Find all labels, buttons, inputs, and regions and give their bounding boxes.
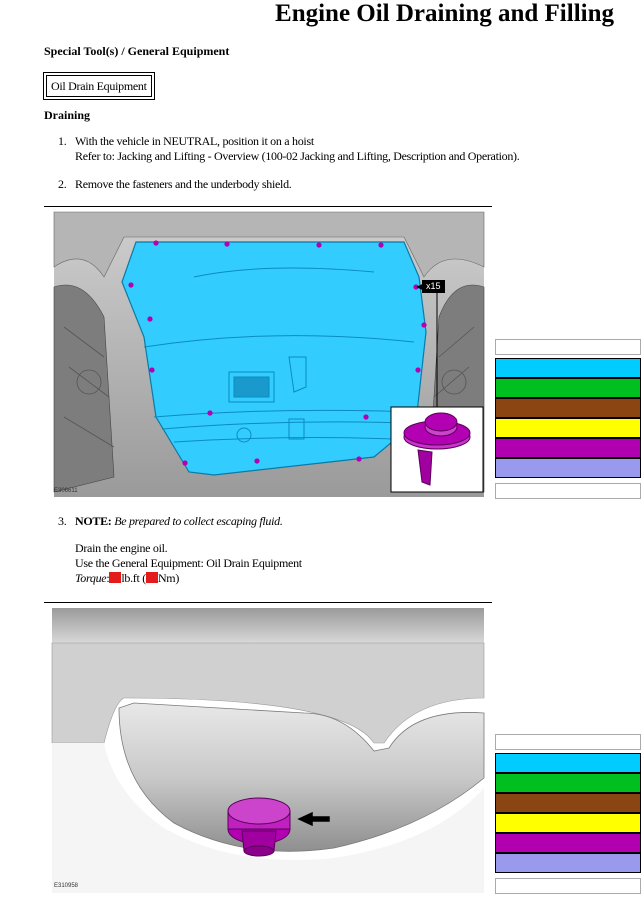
legend-green	[495, 773, 641, 793]
legend-blank	[495, 878, 641, 894]
legend-lavender	[495, 458, 641, 478]
step-text: Remove the fasteners and the underbody shield.	[75, 177, 292, 191]
special-tools-heading: Special Tool(s) / General Equipment	[44, 44, 230, 58]
step-number: 2.	[58, 177, 67, 191]
legend-brown	[495, 793, 641, 813]
legend-green	[495, 378, 641, 398]
figure-underbody-shield	[44, 206, 492, 503]
quantity-callout: x15	[422, 280, 445, 293]
torque-unit-nm: Nm)	[157, 571, 180, 585]
oil-pan-illustration	[44, 603, 492, 899]
draining-heading: Draining	[44, 108, 91, 122]
page-title: Engine Oil Draining and Filling	[275, 0, 614, 27]
underbody-shield-illustration	[44, 207, 492, 503]
tool-item: Oil Drain Equipment	[46, 75, 152, 97]
legend-blank	[495, 339, 641, 355]
note-label: NOTE:	[75, 514, 112, 528]
step-text: Drain the engine oil.	[75, 541, 168, 555]
tool-box	[43, 72, 155, 100]
legend-brown	[495, 398, 641, 418]
figure-id: E306611	[54, 488, 78, 494]
figure-oil-drain-plug	[44, 602, 492, 899]
step-number: 1.	[58, 134, 67, 148]
step-2	[58, 177, 538, 193]
torque-spec: Torque: lb.ft ( Nm)	[75, 571, 180, 585]
note-text: Be prepared to collect escaping fluid.	[114, 514, 283, 528]
legend-purple	[495, 438, 641, 458]
legend-blank	[495, 734, 641, 750]
legend-purple	[495, 833, 641, 853]
legend-blank	[495, 483, 641, 499]
torque-value-placeholder	[109, 572, 121, 583]
step-text: With the vehicle in NEUTRAL, position it on a hoist	[75, 134, 314, 148]
step-number: 3.	[58, 514, 67, 528]
legend-yellow	[495, 813, 641, 833]
torque-unit-lbft: lb.ft (	[121, 571, 146, 585]
legend-cyan	[495, 358, 641, 378]
legend-cyan	[495, 753, 641, 773]
torque-value-placeholder	[146, 572, 158, 583]
step-reference-link[interactable]: Refer to: Jacking and Lifting - Overview (100-02 Jacking and Lifting, Description and Operation).	[75, 149, 520, 163]
legend-yellow	[495, 418, 641, 438]
step-3	[58, 514, 538, 594]
torque-label: Torque	[75, 571, 107, 585]
step-1	[58, 134, 538, 166]
legend-lavender	[495, 853, 641, 873]
figure-id: E310958	[54, 883, 79, 889]
step-text-equipment: Use the General Equipment: Oil Drain Equipment	[75, 556, 302, 570]
